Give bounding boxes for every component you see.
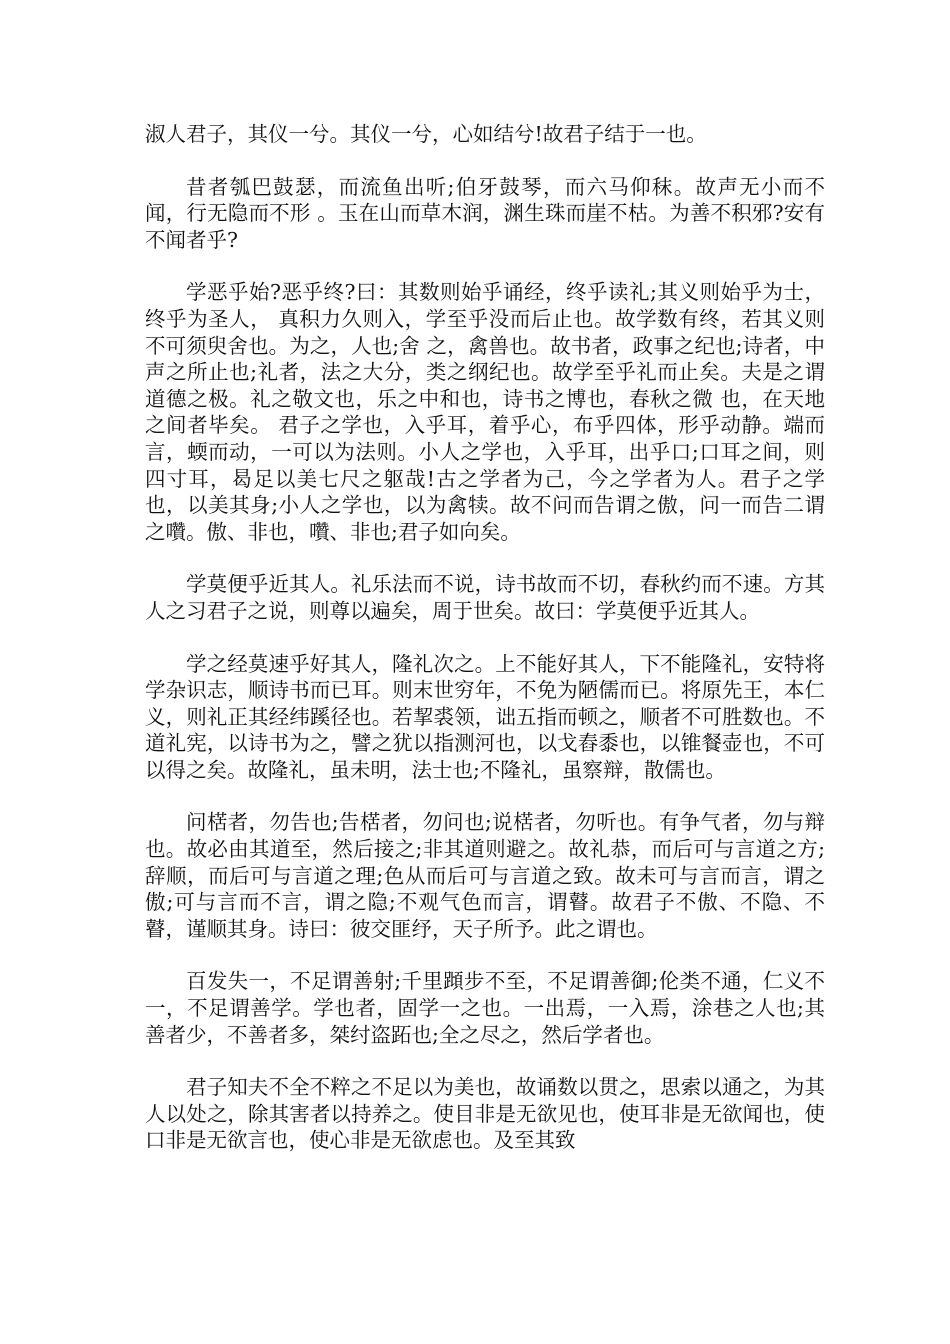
paragraph: 问楛者，勿告也;告楛者，勿问也;说楛者，勿听也。有争气者，勿与辩也。故必由其道至，然后接之;非其道则避之。故礼恭，而后可与言道之方;辞顺，而后可与言道之理;色从而后可与言道之致。故未可与言而言，谓之傲;可与言而不言，谓之隐;不观气色而言，谓瞽。故君子不傲、不隐、不瞽，谨顺其身。诗曰：彼交匪纾，天子所予。此之谓也。	[145, 810, 825, 941]
paragraph: 君子知夫不全不粹之不足以为美也，故诵数以贯之，思索以通之，为其人以处之，除其害者以持养之。使目非是无欲见也，使耳非是无欲闻也，使口非是无欲言也，使心非是无欲虑也。及至其致	[145, 1075, 825, 1153]
document-body	[145, 121, 825, 1180]
paragraph: 昔者瓠巴鼓瑟，而流鱼出听;伯牙鼓琴，而六马仰秣。故声无小而不闻，行无隐而不形 。玉在山而草木润，渊生珠而崖不枯。为善不积邪?安有不闻者乎?	[145, 174, 825, 252]
paragraph: 学莫便乎近其人。礼乐法而不说，诗书故而不切，春秋约而不速。方其人之习君子之说，则尊以遍矣，周于世矣。故曰：学莫便乎近其人。	[145, 572, 825, 623]
paragraph: 淑人君子，其仪一兮。其仪一兮，心如结兮!故君子结于一也。	[145, 122, 707, 146]
paragraph: 学恶乎始?恶乎终?曰：其数则始乎诵经，终乎读礼;其义则始乎为士，终乎为圣人， 真积力久则入，学至乎没而后止也。故学数有终，若其义则不可须臾舍也。为之，人也;舍 之，禽兽也。故书者，政事之纪也;诗者，中声之所止也;礼者，法之大分，类之纲纪也。故学至乎礼而止矣。夫是之谓道德之极。礼之敬文也，乐之中和也，诗书之博也，春秋之微 也，在天地之间者毕矣。 君子之学也，入乎耳，着乎心，布乎四体，形乎动静。端而言，蝡而动，一可以为法则。小人之学也，入乎耳，出乎口;口耳之间，则四寸耳，曷足以美七尺之躯哉!古之学者为己，今之学者为人。君子之学也，以美其身;小人之学也，以为禽犊。故不问而告谓之傲，问一而告二谓之囋。傲、非也，囋、非也;君子如向矣。	[145, 280, 825, 544]
paragraph: 百发失一，不足谓善射;千里蹞步不至，不足谓善御;伦类不通，仁义不一，不足谓善学。学也者，固学一之也。一出焉，一入焉，涂巷之人也;其善者少，不善者多，桀纣盗跖也;全之尽之，然后学者也。	[145, 969, 825, 1047]
paragraph: 学之经莫速乎好其人，隆礼次之。上不能好其人，下不能隆礼，安特将学杂识志，顺诗书而已耳。则末世穷年，不免为陋儒而已。将原先王，本仁义，则礼正其经纬蹊径也。若挈裘领，诎五指而顿之，顺者不可胜数也。不道礼宪，以诗书为之，譬之犹以指测河也，以戈舂黍也，以锥餐壶也，不可以得之矣。故隆礼，虽未明，法士也;不隆礼，虽察辩，散儒也。	[145, 651, 825, 782]
